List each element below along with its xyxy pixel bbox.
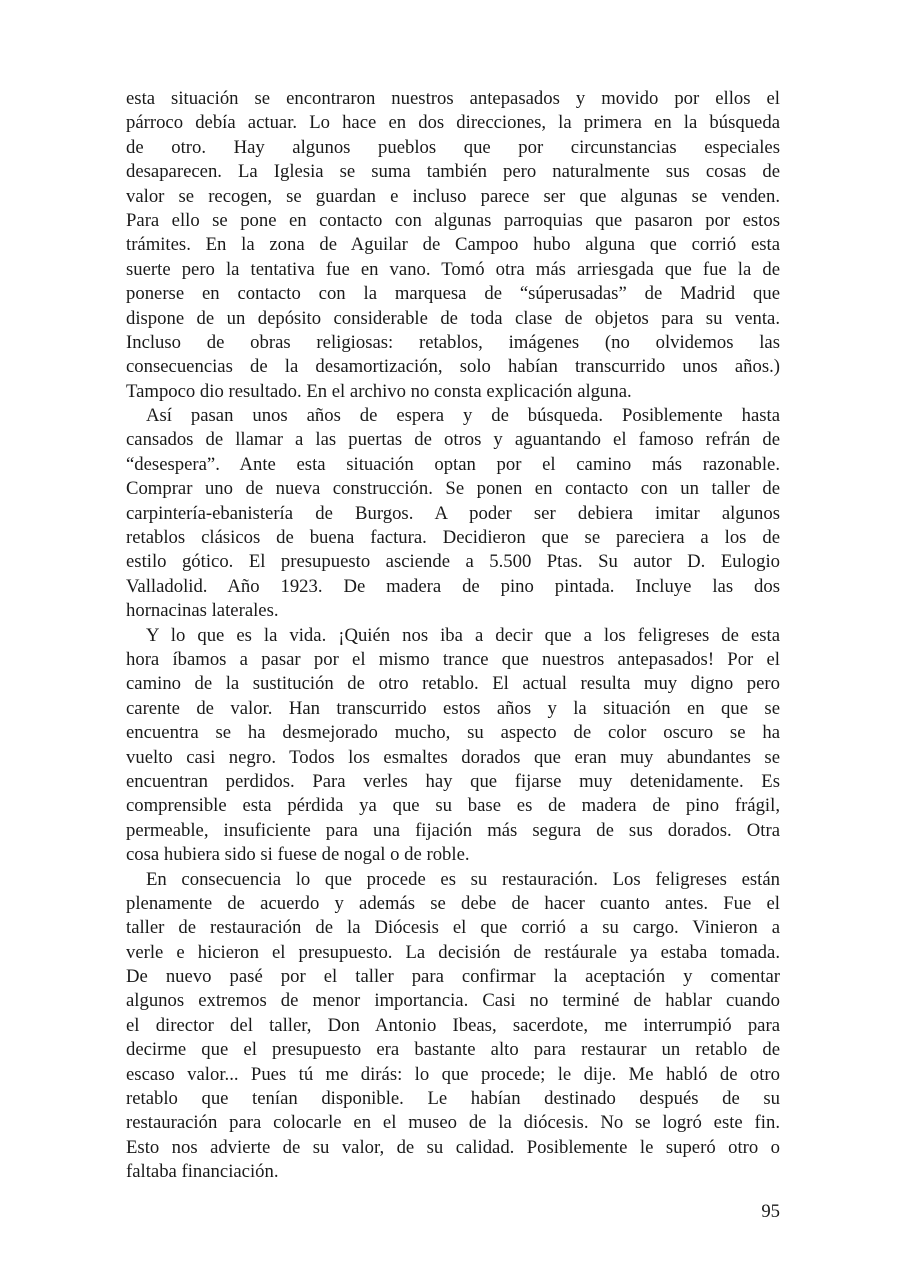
text-line: párroco debía actuar. Lo hace en dos direcciones, la primera en la búsqueda: [126, 112, 780, 134]
text-line: encuentran perdidos. Para verles hay que fijarse muy detenidamente. Es: [126, 770, 780, 792]
text-line: escaso valor... Pues tú me dirás: lo que procede; le dije. Me habló de otro: [126, 1063, 780, 1085]
text-line: De nuevo pasé por el taller para confirmar la aceptación y comentar: [126, 966, 780, 988]
text-line: Para ello se pone en contacto con algunas parroquias que pasaron por estos: [126, 209, 780, 231]
text-line: carpintería-ebanistería de Burgos. A poder ser debiera imitar algunos: [126, 502, 780, 524]
text-line: decirme que el presupuesto era bastante alto para restaurar un retablo de: [126, 1039, 780, 1061]
text-line: plenamente de acuerdo y además se debe de hacer cuanto antes. Fue el: [126, 892, 780, 914]
text-line: camino de la sustitución de otro retablo. El actual resulta muy digno pero: [126, 673, 780, 695]
text-line: restauración para colocarle en el museo de la diócesis. No se logró este fin.: [126, 1112, 780, 1134]
text-line: consecuencias de la desamortización, solo habían transcurrido unos años.): [126, 356, 780, 378]
text-line: Comprar uno de nueva construcción. Se ponen en contacto con un taller de: [126, 478, 780, 500]
text-line: esta situación se encontraron nuestros antepasados y movido por ellos el: [126, 88, 780, 109]
text-line: permeable, insuficiente para una fijación más segura de sus dorados. Otra: [126, 819, 780, 841]
text-line: el director del taller, Don Antonio Ibeas, sacerdote, me interrumpió para: [126, 1014, 780, 1036]
text-line: Tampoco dio resultado. En el archivo no consta explicación alguna.: [126, 380, 632, 402]
text-line: carente de valor. Han transcurrido estos años y la situación en que se: [126, 697, 780, 719]
text-line: de otro. Hay algunos pueblos que por circunstancias especiales: [126, 136, 780, 158]
text-line: En consecuencia lo que procede es su restauración. Los feligreses están: [146, 868, 780, 890]
text-line: hornacinas laterales.: [126, 600, 279, 622]
text-line: faltaba financiación.: [126, 1161, 279, 1183]
text-line: verle e hicieron el presupuesto. La decisión de restáurale ya estaba tomada.: [126, 941, 780, 963]
text-line: vuelto casi negro. Todos los esmaltes dorados que eran muy abundantes se: [126, 746, 780, 768]
text-line: algunos extremos de menor importancia. Casi no terminé de hablar cuando: [126, 990, 780, 1012]
text-block: [126, 87, 780, 1185]
text-line: cansados de llamar a las puertas de otros y aguantando el famoso refrán de: [126, 429, 780, 451]
text-line: valor se recogen, se guardan e incluso parece ser que algunas se venden.: [126, 185, 780, 207]
text-line: retablo que tenían disponible. Le habían destinado después de su: [126, 1088, 780, 1110]
text-line: ponerse en contacto con la marquesa de “súperusadas” de Madrid que: [126, 283, 780, 305]
text-line: trámites. En la zona de Aguilar de Campoo hubo alguna que corrió esta: [126, 234, 780, 256]
text-line: comprensible esta pérdida ya que su base es de madera de pino frágil,: [126, 795, 780, 817]
page-number: 95: [761, 1201, 780, 1222]
text-line: cosa hubiera sido si fuese de nogal o de roble.: [126, 844, 470, 866]
text-line: Incluso de obras religiosas: retablos, imágenes (no olvidemos las: [126, 331, 780, 353]
text-line: estilo gótico. El presupuesto asciende a 5.500 Ptas. Su autor D. Eulogio: [126, 551, 780, 573]
text-line: Esto nos advierte de su valor, de su calidad. Posiblemente le superó otro o: [126, 1136, 780, 1158]
text-line: suerte pero la tentativa fue en vano. Tomó otra más arriesgada que fue la de: [126, 258, 780, 280]
text-line: hora íbamos a pasar por el mismo trance que nuestros antepasados! Por el: [126, 648, 780, 670]
text-line: Y lo que es la vida. ¡Quién nos iba a decir que a los feligreses de esta: [146, 624, 780, 646]
text-line: encuentra se ha desmejorado mucho, su aspecto de color oscuro se ha: [126, 722, 780, 744]
text-line: “desespera”. Ante esta situación optan por el camino más razonable.: [126, 453, 780, 475]
text-line: taller de restauración de la Diócesis el que corrió a su cargo. Vinieron a: [126, 917, 780, 939]
text-line: Así pasan unos años de espera y de búsqueda. Posiblemente hasta: [146, 405, 780, 427]
text-line: retablos clásicos de buena factura. Decidieron que se pareciera a los de: [126, 527, 780, 549]
text-line: desaparecen. La Iglesia se suma también pero naturalmente sus cosas de: [126, 161, 780, 183]
text-line: dispone de un depósito considerable de toda clase de objetos para su venta.: [126, 307, 780, 329]
text-line: Valladolid. Año 1923. De madera de pino pintada. Incluye las dos: [126, 575, 780, 597]
